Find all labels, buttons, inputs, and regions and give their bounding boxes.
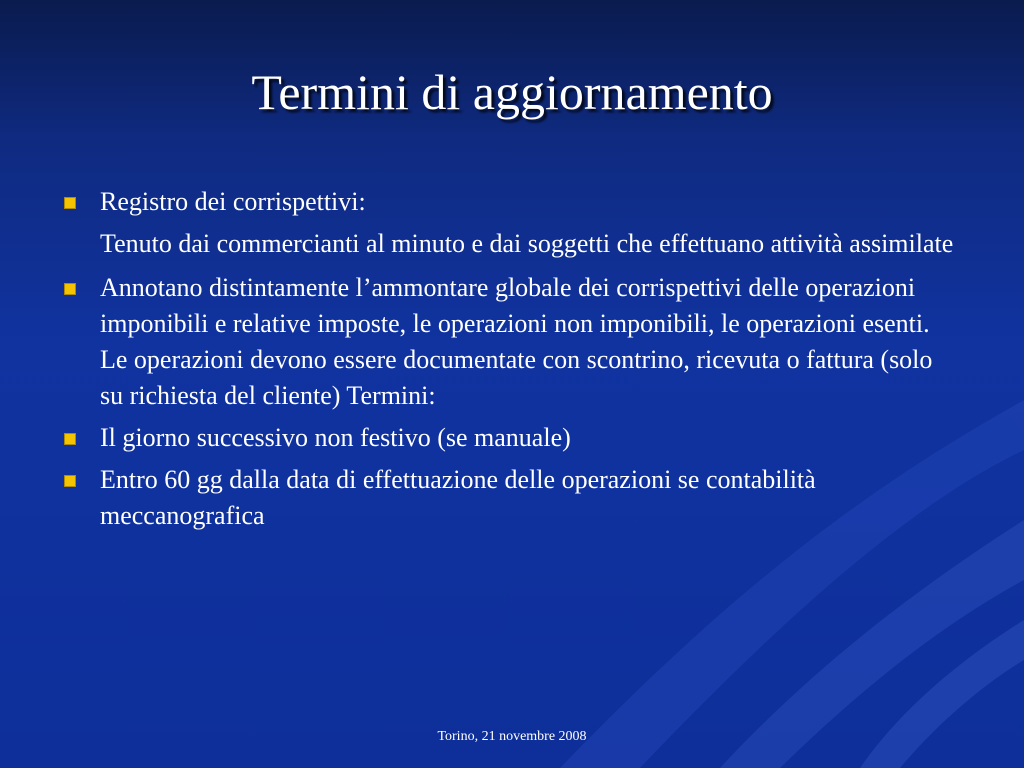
bullet-item xyxy=(62,420,962,456)
slide-content xyxy=(62,184,962,540)
slide-title: Termini di aggiornamento xyxy=(251,64,773,120)
square-bullet-icon xyxy=(64,433,76,445)
sub-paragraph: Tenuto dai commercianti al minuto e dai soggetti che effettuano attività assimilate xyxy=(100,229,954,258)
square-bullet-icon xyxy=(64,283,76,295)
bullet-text: Registro dei corrispettivi: xyxy=(100,187,366,216)
bullet-item xyxy=(62,462,962,534)
square-bullet-icon xyxy=(64,475,76,487)
bullet-text: Entro 60 gg dalla data di effettuazione delle operazioni se contabilità meccanografica xyxy=(100,465,816,530)
bullet-item xyxy=(62,270,962,414)
bullet-item xyxy=(62,184,962,220)
bullet-text: Annotano distintamente l’ammontare globale dei corrispettivi delle operazioni imponibili e relative imposte, le operazioni non imponibili, le operazioni esenti. Le operazioni devono essere documentate con scontrino, ricevuta o fattura (solo su richiesta del cliente) Termini: xyxy=(100,273,933,410)
square-bullet-icon xyxy=(64,197,76,209)
bullet-text: Il giorno successivo non festivo (se manuale) xyxy=(100,423,571,452)
slide-footer: Torino, 21 novembre 2008 xyxy=(437,729,587,744)
